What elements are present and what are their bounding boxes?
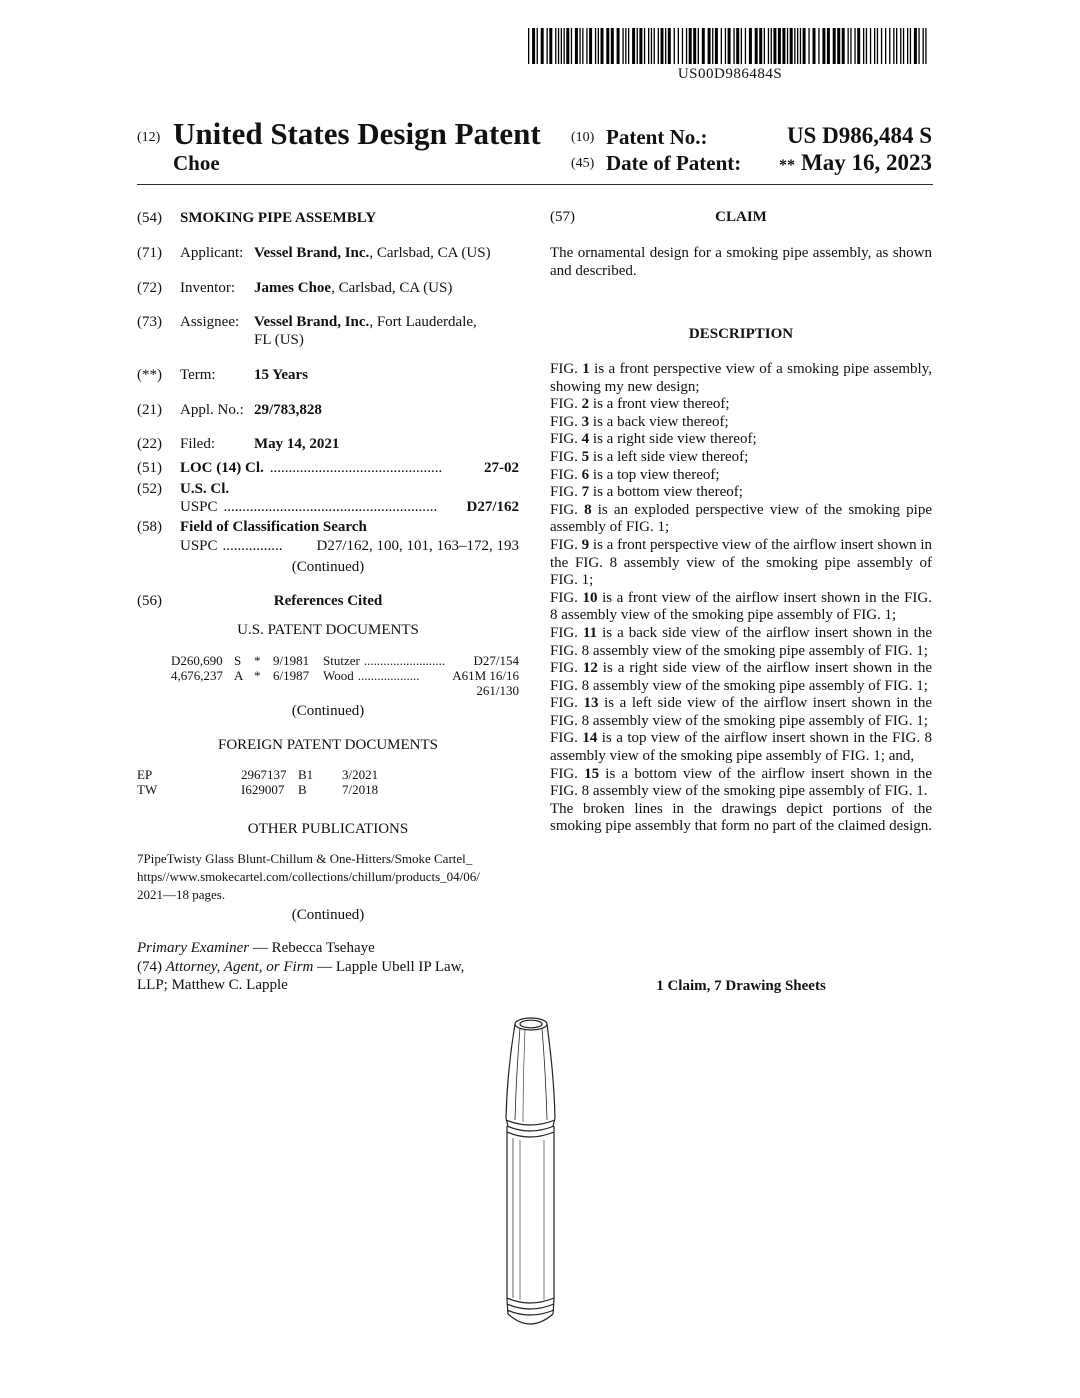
foreign-patent-row: [137, 767, 519, 782]
fig-number: 13: [583, 695, 599, 712]
figure-description: [550, 449, 932, 467]
fig-prefix: FIG.: [550, 589, 583, 606]
code-74: (74): [137, 959, 162, 975]
attorney: [137, 958, 519, 976]
other-publications-heading: OTHER PUBLICATIONS: [247, 821, 409, 837]
figure-description: [550, 537, 932, 590]
other-publication-line: 7PipeTwisty Glass Blunt-Chillum & One-Hitters/Smoke Cartel_: [137, 851, 473, 866]
figure-description: [550, 660, 932, 695]
code-56: (56): [137, 593, 162, 609]
fig-number: 6: [581, 466, 590, 483]
field-label: Field of Classification Search: [180, 519, 367, 535]
loc-label: LOC (14) Cl.: [180, 460, 264, 476]
continued-classification: (Continued): [291, 559, 365, 575]
assignee-label: Assignee:: [180, 314, 240, 330]
field-value: D27/162, 100, 101, 163–172, 193: [316, 538, 519, 554]
attorney-name-2: LLP; Matthew C. Lapple: [137, 977, 288, 993]
fig-text: is a bottom view of the airflow insert shown in the FIG. 8 assembly view of the smoking pipe assembly of FIG. 1.: [550, 765, 933, 800]
foreign-date: 7/2018: [342, 782, 379, 797]
fig-number: 7: [581, 484, 590, 501]
fig-prefix: FIG.: [550, 501, 585, 518]
fig-prefix: FIG.: [550, 536, 582, 553]
patent-date: May 16, 2023: [801, 150, 932, 175]
foreign-date: 3/2021: [342, 767, 379, 782]
fig-prefix: FIG.: [550, 765, 585, 782]
code-58: (58): [137, 519, 162, 535]
uspc-value: D27/162: [466, 499, 519, 515]
assignee-location: , Fort Lauderdale,: [369, 314, 477, 330]
fig-text: is an exploded perspective view of the smoking pipe assembly of FIG. 1;: [550, 501, 933, 536]
primary-examiner: [137, 939, 519, 957]
applicant-location: , Carlsbad, CA (US): [369, 245, 491, 261]
other-publication-line: 2021—18 pages.: [137, 887, 226, 902]
code-12: (12): [137, 130, 161, 145]
code-21: (21): [137, 402, 162, 418]
fig-text: is a top view thereof;: [589, 466, 720, 483]
assignee-location-2: FL (US): [254, 332, 304, 348]
design-title: SMOKING PIPE ASSEMBLY: [180, 210, 377, 226]
fig-text: is a bottom view thereof;: [589, 484, 743, 501]
inventor-surname: Choe: [173, 151, 220, 175]
us-doc-date: 9/1981: [273, 653, 310, 668]
figure-description: [550, 396, 932, 414]
term-value: 15 Years: [254, 367, 309, 383]
figure-description: [550, 467, 932, 485]
filed-label: Filed:: [180, 436, 216, 452]
header-divider: [137, 184, 933, 185]
us-doc-name: Stutzer: [323, 653, 360, 668]
fig-text: is a front perspective view of a smoking pipe assembly, showing my new design;: [550, 361, 933, 395]
inventor-label: Inventor:: [180, 280, 235, 296]
fig-prefix: FIG.: [550, 361, 583, 377]
us-doc-star: *: [254, 653, 261, 668]
fig-prefix: FIG.: [550, 466, 582, 483]
fig-prefix: FIG.: [550, 396, 582, 413]
us-patent-row: [171, 668, 519, 683]
claim-text: The ornamental design for a smoking pipe assembly, as shown and described.: [550, 245, 932, 279]
term-label: Term:: [180, 367, 216, 383]
barcode: [528, 28, 932, 64]
fig-number: 4: [581, 431, 590, 448]
foreign-patent-row: [137, 782, 519, 797]
appl-no-label: Appl. No.:: [180, 402, 244, 418]
document-title: United States Design Patent: [173, 116, 541, 151]
code-22: (22): [137, 436, 162, 452]
code-72: (72): [137, 280, 162, 296]
fig-number: 9: [581, 536, 590, 553]
primary-examiner-label: Primary Examiner: [137, 940, 250, 956]
fig-prefix: FIG.: [550, 695, 584, 712]
us-doc-kind: S: [234, 653, 242, 668]
figure-description: [550, 361, 932, 396]
fig-prefix: FIG.: [550, 730, 583, 747]
us-patent-row: [171, 653, 519, 668]
fig-text: is a front perspective view of the airflow insert shown in the FIG. 8 assembly view of the smoking pipe assembly of FIG. 1;: [550, 536, 932, 589]
fig-number: 10: [582, 589, 598, 606]
code-52: (52): [137, 481, 162, 497]
us-doc-star: *: [254, 668, 261, 683]
other-publication: [137, 850, 519, 904]
loc-dots: ..............................................: [269, 460, 443, 476]
foreign-country: TW: [137, 782, 158, 797]
fig-number: 8: [584, 501, 592, 518]
fig-number: 2: [581, 396, 590, 413]
fig-prefix: FIG.: [550, 431, 582, 448]
fig-text: is a front view thereof;: [589, 396, 730, 413]
us-doc-kind: A: [234, 668, 244, 683]
us-doc-date: 6/1987: [273, 668, 310, 683]
loc-value: 27-02: [484, 460, 519, 476]
figure-description: [550, 590, 932, 625]
fig-number: 5: [581, 448, 590, 465]
foreign-kind: B1: [298, 767, 314, 782]
applicant-label: Applicant:: [180, 245, 244, 261]
fig-prefix: FIG.: [550, 484, 582, 501]
figure-description: [550, 502, 932, 537]
attorney-label: Attorney, Agent, or Firm: [165, 959, 314, 975]
patent-no-label: Patent No.:: [606, 125, 708, 149]
applicant-name: Vessel Brand, Inc.: [254, 245, 370, 261]
fig-text: is a left side view thereof;: [589, 448, 749, 465]
figure-description: [550, 730, 932, 765]
figure-description: [550, 414, 932, 432]
code-57: (57): [550, 209, 575, 225]
fig-text: is a back view thereof;: [589, 413, 729, 430]
fig-number: 12: [582, 660, 598, 677]
filed-value: May 14, 2021: [254, 436, 340, 452]
us-doc-dots: ...................: [357, 668, 420, 683]
fig-text: is a front view of the airflow insert shown in the FIG. 8 assembly view of the smoking pipe assembly of FIG. 1;: [550, 589, 933, 624]
code-54: (54): [137, 210, 162, 226]
us-doc-class: A61M 16/16: [452, 668, 519, 683]
us-doc-number: D260,690: [171, 653, 223, 668]
claims-summary: 1 Claim, 7 Drawing Sheets: [656, 978, 826, 994]
field-dots: ................: [222, 538, 283, 554]
uspc-label: USPC: [180, 499, 218, 515]
barcode-number: US00D986484S: [677, 66, 783, 82]
inventor-name: James Choe: [254, 280, 332, 296]
figure-description: [550, 695, 932, 730]
inventor-location: , Carlsbad, CA (US): [331, 280, 453, 296]
foreign-patent-documents: [137, 767, 519, 797]
assignee-name: Vessel Brand, Inc.: [254, 314, 370, 330]
continued-references: (Continued): [291, 703, 365, 719]
description-body: [550, 361, 932, 836]
attorney-name: — Lapple Ubell IP Law,: [313, 959, 465, 975]
fig-text: is a left side view of the airflow insert shown in the FIG. 8 assembly view of the smoking pipe assembly of FIG. 1;: [550, 695, 932, 729]
foreign-country: EP: [137, 767, 153, 782]
fig-text: is a right side view of the airflow insert shown in the FIG. 8 assembly view of the smoking pipe assembly of FIG. 1;: [550, 660, 933, 694]
fig-number: 15: [584, 765, 600, 782]
date-stars: **: [779, 157, 796, 174]
smoking-pipe-drawing: [480, 1008, 580, 1338]
fig-number: 11: [582, 624, 598, 641]
fig-number: 14: [582, 730, 598, 747]
code-73: (73): [137, 314, 162, 330]
foreign-patent-documents-heading: FOREIGN PATENT DOCUMENTS: [217, 737, 439, 753]
foreign-number: I629007: [241, 782, 285, 797]
continued-publications: (Continued): [291, 907, 365, 923]
code-term: (**): [137, 367, 162, 383]
fig-prefix: FIG.: [550, 448, 582, 465]
us-doc-name: Wood: [323, 668, 354, 683]
us-patent-documents: [171, 653, 519, 698]
code-71: (71): [137, 245, 162, 261]
fig-prefix: FIG.: [550, 413, 582, 430]
primary-examiner-name: — Rebecca Tsehaye: [249, 940, 375, 956]
fig-prefix: FIG.: [550, 624, 583, 641]
code-45: (45): [571, 156, 595, 171]
description-heading: DESCRIPTION: [688, 326, 794, 342]
us-patent-documents-heading: U.S. PATENT DOCUMENTS: [237, 622, 419, 638]
fig-text: is a right side view thereof;: [589, 431, 757, 448]
code-10: (10): [571, 130, 595, 145]
figure-description: [550, 484, 932, 502]
claim-heading: CLAIM: [715, 209, 767, 225]
date-label: Date of Patent:: [606, 151, 742, 175]
us-doc-class: D27/154: [473, 653, 519, 668]
fig-prefix: FIG.: [550, 660, 583, 677]
figure-description: [550, 431, 932, 449]
figure-description: [550, 625, 932, 660]
fig-text: is a back side view of the airflow insert shown in the FIG. 8 assembly view of the smoking pipe assembly of FIG. 1;: [550, 624, 933, 659]
figure-description: [550, 766, 932, 801]
field-uspc-label: USPC: [180, 538, 218, 554]
assignee-value: [254, 313, 477, 331]
code-51: (51): [137, 460, 162, 476]
references-heading: References Cited: [273, 593, 383, 609]
us-doc-number: 4,676,237: [171, 668, 223, 683]
inventor-value: [254, 279, 452, 297]
foreign-kind: B: [298, 782, 307, 797]
patent-number: US D986,484 S: [786, 123, 932, 148]
us-doc-class-2: 261/130: [476, 683, 519, 698]
fig-number: 3: [581, 413, 590, 430]
applicant-value: [254, 244, 491, 262]
appl-no-value: 29/783,828: [254, 402, 322, 418]
other-publication-line: https//www.smokecartel.com/collections/chillum/products_04/06/: [137, 869, 480, 884]
broken-lines-statement: The broken lines in the drawings depict portions of the smoking pipe assembly that form no part of the claimed design.: [550, 800, 933, 835]
foreign-number: 2967137: [241, 767, 287, 782]
us-cl-label: U.S. Cl.: [180, 481, 230, 497]
uspc-dots: .........................................................: [223, 499, 438, 515]
fig-number: 1: [582, 361, 590, 377]
fig-text: is a top view of the airflow insert shown in the FIG. 8 assembly view of the smoking pipe assembly of FIG. 1; and,: [550, 730, 933, 765]
us-doc-dots: .........................: [363, 653, 446, 668]
